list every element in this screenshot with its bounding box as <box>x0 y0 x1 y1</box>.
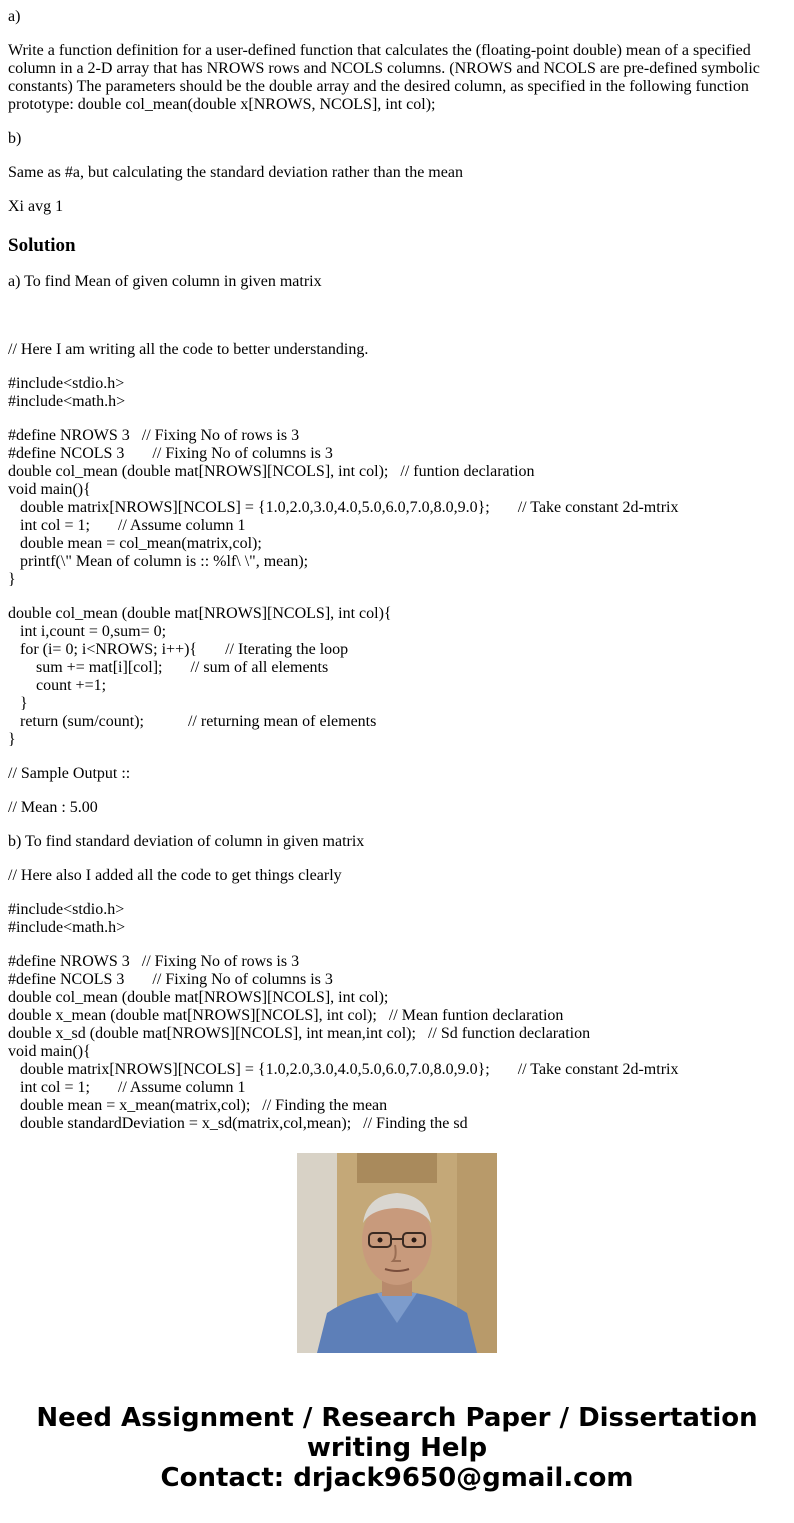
footer-banner <box>0 1403 794 1493</box>
code-line <box>8 937 786 953</box>
code-line: return (sum/count); // returning mean of elements <box>8 713 377 730</box>
solution-b-comment: // Here also I added all the code to get things clearly <box>8 867 342 884</box>
code-line: #define NCOLS 3 // Fixing No of columns is 3 <box>8 445 333 462</box>
code-line: for (i= 0; i<NROWS; i++){ // Iterating the loop <box>8 641 349 658</box>
code-line: int col = 1; // Assume column 1 <box>8 517 246 534</box>
code-line: double x_mean (double mat[NROWS][NCOLS], int col); // Mean funtion declaration <box>8 1007 564 1024</box>
code-block-a <box>8 375 786 749</box>
part-a-text: Write a function definition for a user-defined function that calculates the (floating-point double) mean of a specified column in a 2-D array that has NROWS rows and NCOLS columns. (NROWS and NCOLS are pre-defined symbolic constants) The parameters should be the double array and the desired column, as specified in the following function prototype: double col_mean(double x[NROWS, NCOLS], int col); <box>8 42 760 113</box>
footer-line-2: writing Help <box>306 1433 488 1463</box>
person-photo-icon <box>297 1153 497 1353</box>
code-line: count +=1; <box>8 677 107 694</box>
code-line <box>8 589 786 605</box>
code-line: #define NCOLS 3 // Fixing No of columns is 3 <box>8 971 333 988</box>
code-line: #include<stdio.h> <box>8 375 125 392</box>
extra-note: Xi avg 1 <box>8 198 64 215</box>
code-line: int col = 1; // Assume column 1 <box>8 1079 246 1096</box>
code-line: double standardDeviation = x_sd(matrix,col,mean); // Finding the sd <box>8 1115 468 1132</box>
code-line: double col_mean (double mat[NROWS][NCOLS], int col); // funtion declaration <box>8 463 535 480</box>
code-line: } <box>8 695 28 712</box>
part-a-label: a) <box>8 8 21 25</box>
code-block-b <box>8 901 786 1133</box>
solution-b-intro: b) To find standard deviation of column in given matrix <box>8 833 365 850</box>
code-line: double col_mean (double mat[NROWS][NCOLS], int col); <box>8 989 389 1006</box>
code-line: #include<math.h> <box>8 919 126 936</box>
part-b-text: Same as #a, but calculating the standard deviation rather than the mean <box>8 164 463 181</box>
code-line: void main(){ <box>8 481 91 498</box>
footer-contact[interactable]: Contact: drjack9650@gmail.com <box>160 1463 634 1493</box>
solution-a-comment: // Here I am writing all the code to better understanding. <box>8 341 369 358</box>
code-line: double mean = col_mean(matrix,col); <box>8 535 262 552</box>
sample-output-label: // Sample Output :: <box>8 765 131 782</box>
code-line: void main(){ <box>8 1043 91 1060</box>
code-line: } <box>8 571 16 588</box>
solution-heading: Solution <box>8 235 76 256</box>
code-line: #define NROWS 3 // Fixing No of rows is 3 <box>8 953 300 970</box>
document-content <box>8 0 786 1132</box>
part-b-label: b) <box>8 130 22 147</box>
code-line: double col_mean (double mat[NROWS][NCOLS], int col){ <box>8 605 392 622</box>
code-line: double x_sd (double mat[NROWS][NCOLS], int mean,int col); // Sd function declaration <box>8 1025 591 1042</box>
solution-a-intro: a) To find Mean of given column in given matrix <box>8 273 322 290</box>
sample-output-mean: // Mean : 5.00 <box>8 799 98 816</box>
code-line: double matrix[NROWS][NCOLS] = {1.0,2.0,3.0,4.0,5.0,6.0,7.0,8.0,9.0}; // Take constant 2d-mtrix <box>8 499 679 516</box>
code-line: printf(\" Mean of column is :: %lf\ \", mean); <box>8 553 309 570</box>
code-line: int i,count = 0,sum= 0; <box>8 623 167 640</box>
footer-line-1: Need Assignment / Research Paper / Dissertation <box>36 1403 758 1433</box>
code-line: #include<stdio.h> <box>8 901 125 918</box>
code-line: sum += mat[i][col]; // sum of all elements <box>8 659 329 676</box>
code-line: double mean = x_mean(matrix,col); // Finding the mean <box>8 1097 388 1114</box>
code-line: double matrix[NROWS][NCOLS] = {1.0,2.0,3.0,4.0,5.0,6.0,7.0,8.0,9.0}; // Take constant 2d-mtrix <box>8 1061 679 1078</box>
code-line <box>8 411 786 427</box>
code-line: } <box>8 731 16 748</box>
code-line: #include<math.h> <box>8 393 126 410</box>
code-line: #define NROWS 3 // Fixing No of rows is 3 <box>8 427 300 444</box>
